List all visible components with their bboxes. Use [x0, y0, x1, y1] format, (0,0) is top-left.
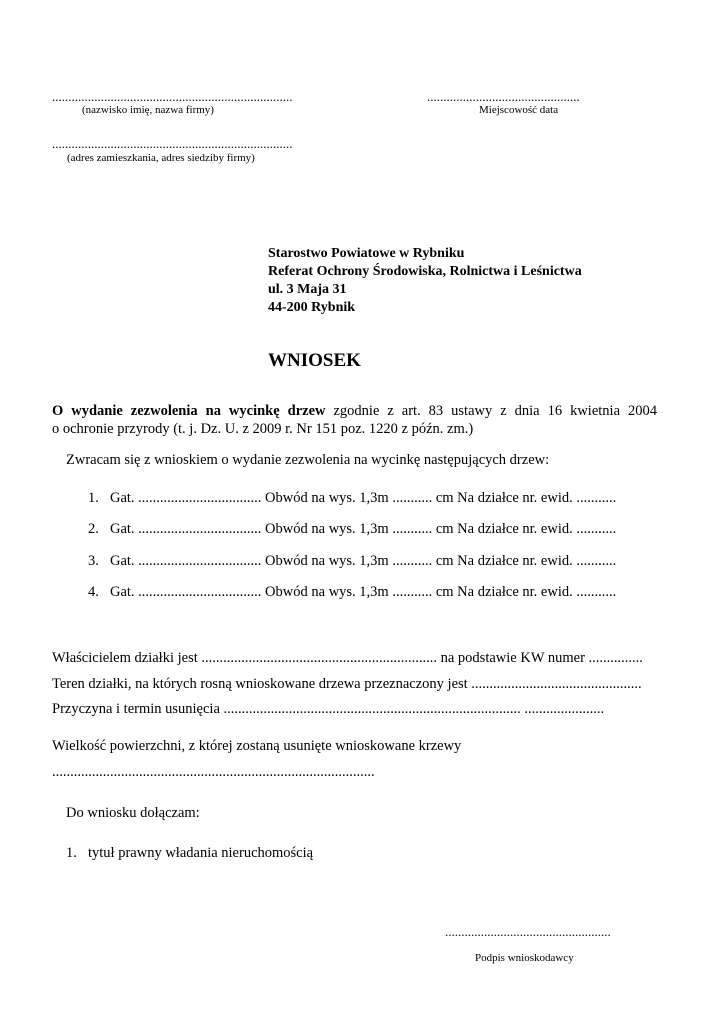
tree-item-text: Gat. .................................. Obwód na wys. 1,3m ........... cm Na działce nr. ewid. ...........	[110, 521, 617, 537]
tree-item-num: 3.	[88, 553, 99, 569]
tree-item-text: Gat. .................................. Obwód na wys. 1,3m ........... cm Na działce nr. ewid. ...........	[110, 584, 617, 600]
subject-bold: O wydanie zezwolenia na wycinkę drzew	[52, 403, 326, 419]
tree-item-num: 1.	[88, 490, 99, 506]
recipient-line-4: 44-200 Rybnik	[268, 300, 356, 315]
recipient-line-1: Starostwo Powiatowe w Rybniku	[268, 246, 465, 261]
subject-line-2: o ochronie przyrody (t. j. Dz. U. z 2009 r. Nr 151 poz. 1220 z późn. zm.)	[52, 421, 474, 437]
applicant-name-label: (nazwisko imię, nazwa firmy)	[82, 104, 214, 116]
intro-text: Zwracam się z wnioskiem o wydanie zezwolenia na wycinkę następujących drzew:	[66, 452, 550, 468]
attachment-num: 1.	[66, 845, 77, 861]
attachments-intro: Do wniosku dołączam:	[66, 805, 200, 821]
document-title: WNIOSEK	[268, 350, 361, 371]
address-label: (adres zamieszkania, adres siedziby firmy)	[67, 152, 255, 164]
tree-item-num: 2.	[88, 521, 99, 537]
place-date-dots: ...............................................	[427, 89, 580, 104]
signature-label: Podpis wnioskodawcy	[475, 952, 574, 964]
tree-item-text: Gat. .................................. Obwód na wys. 1,3m ........... cm Na działce nr. ewid. ...........	[110, 553, 617, 569]
reason-line: Przyczyna i termin usunięcia .................................................................................. ......................	[52, 701, 605, 717]
applicant-name-dots: ..........................................................................	[52, 89, 293, 104]
attachment-text: tytuł prawny władania nieruchomością	[88, 845, 314, 861]
address-dots: ..........................................................................	[52, 136, 293, 151]
tree-item-text: Gat. .................................. Obwód na wys. 1,3m ........... cm Na działce nr. ewid. ...........	[110, 490, 617, 506]
area-line: Wielkość powierzchni, z której zostaną usunięte wnioskowane krzewy	[52, 738, 462, 754]
purpose-line: Teren działki, na których rosną wnioskowane drzewa przeznaczony jest ...............................................	[52, 676, 642, 692]
subject-rest: zgodnie z art. 83 ustawy z dnia 16 kwietnia 2004	[325, 403, 657, 419]
place-date-label: Miejscowość data	[479, 104, 559, 116]
tree-item-num: 4.	[88, 584, 99, 600]
subject-line-1	[52, 403, 657, 420]
recipient-line-3: ul. 3 Maja 31	[268, 282, 347, 297]
area-dots: .........................................................................................	[52, 764, 375, 780]
signature-dots: ...................................................	[445, 924, 611, 939]
owner-line: Właścicielem działki jest ................................................................. na podstawie KW numer ...............	[52, 650, 643, 666]
recipient-line-2: Referat Ochrony Środowiska, Rolnictwa i Leśnictwa	[268, 264, 582, 279]
recipient-address	[268, 245, 582, 317]
